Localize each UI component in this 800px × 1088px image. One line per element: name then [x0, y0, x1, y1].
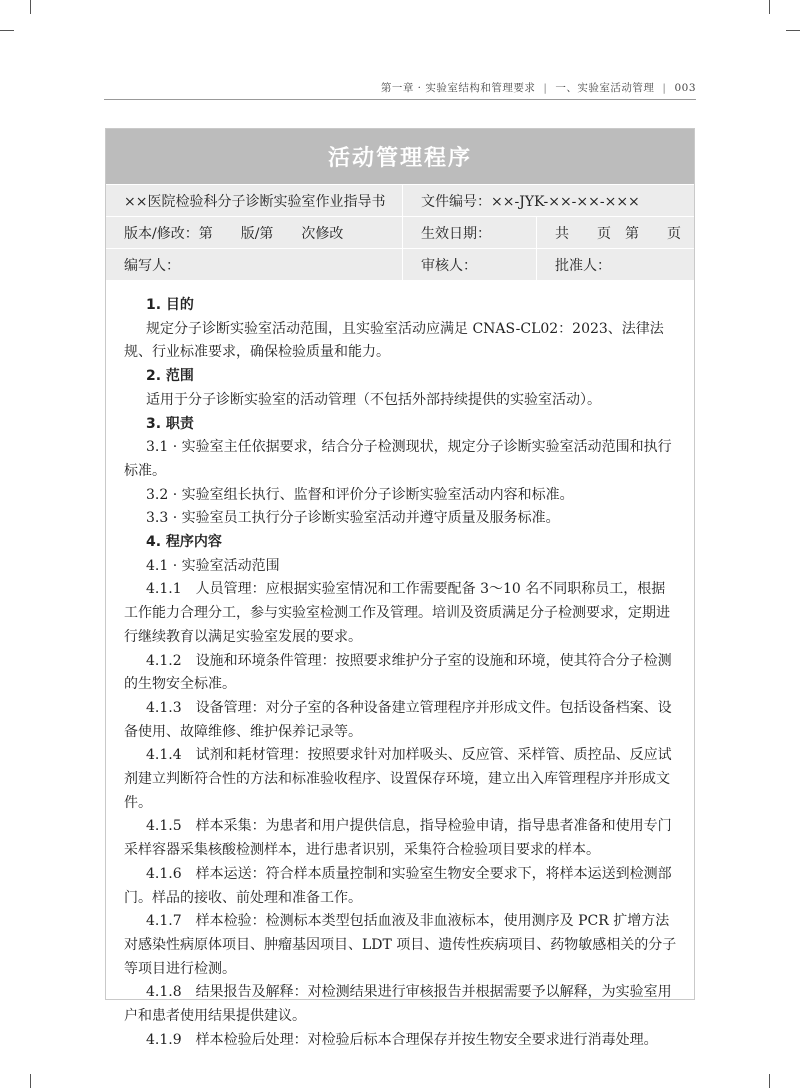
approver: 批准人：	[555, 257, 611, 274]
crop-mark	[30, 1074, 31, 1088]
meta-row-3	[106, 248, 694, 280]
procedure-document	[105, 128, 695, 1048]
list-item: 4.1.9 样本检验后处理：对检验后标本合理保存并按生物安全要求进行消毒处理。	[146, 1031, 658, 1048]
version-info: 版本/修改：第 版/第 次修改	[106, 217, 403, 248]
crop-mark	[769, 1074, 770, 1088]
section-heading: 3. 职责	[146, 415, 194, 432]
effective-date: 生效日期：	[403, 217, 537, 248]
crop-mark	[30, 0, 31, 14]
section-heading: 4. 程序内容	[146, 534, 222, 551]
document-body	[106, 280, 694, 1053]
meta-row-1	[106, 184, 694, 216]
header-separator: |	[543, 81, 548, 94]
meta-row-2	[106, 216, 694, 248]
list-item: 4.1.1 人员管理：应根据实验室情况和工作需要配备 3～10 名不同职称员工，根据工作能力合理分工，参与实验室检测工作及管理。培训及资质满足分子检测要求，定期进行继续教育以满足实验室发展的要求。	[124, 581, 670, 645]
list-item: 4.1.3 设备管理：对分子室的各种设备建立管理程序并形成文件。包括设备档案、设备使用、故障维修、维护保养记录等。	[124, 699, 672, 740]
reviewer: 审核人：	[403, 249, 537, 280]
page-number: 003	[674, 81, 696, 94]
list-item: 4.1.7 样本检验：检测标本类型包括血液及非血液标本，使用测序及 PCR 扩增方法对感染性病原体项目、肿瘤基因项目、LDT 项目、遗传性疾病项目、药物敏感相关的分子等项目进行检测。	[124, 913, 677, 977]
paragraph: 3.2 · 实验室组长执行、监督和评价分子诊断实验室活动内容和标准。	[146, 486, 574, 503]
paragraph: 规定分子诊断实验室活动范围，且实验室活动应满足 CNAS-CL02：2023、法律法规、行业标准要求，确保检验质量和能力。	[124, 320, 664, 361]
section-heading: 2. 范围	[146, 368, 194, 385]
document-title: 活动管理程序	[106, 129, 694, 184]
header-section: 一、实验室活动管理	[555, 82, 655, 94]
list-item: 4.1.2 设施和环境条件管理：按照要求维护分子室的设施和环境，使其符合分子检测的生物安全标准。	[124, 652, 672, 693]
running-header	[381, 80, 696, 95]
section-heading: 1. 目的	[146, 297, 194, 313]
header-chapter: 第一章 · 实验室结构和管理要求	[380, 82, 536, 94]
paragraph: 4.1 · 实验室活动范围	[146, 557, 280, 574]
list-item: 4.1.8 结果报告及解释：对检测结果进行审核报告并根据需要予以解释，为实验室用户和患者使用结果提供建议。	[124, 984, 672, 1025]
paragraph: 3.3 · 实验室员工执行分子诊断实验室活动并遵守质量及服务标准。	[146, 510, 560, 527]
list-item: 4.1.6 样本运送：符合样本质量控制和实验室生物安全要求下，将样本运送到检测部门。样品的接收、前处理和准备工作。	[124, 865, 672, 906]
document-number: 文件编号：××-JYK-××-××-×××	[421, 193, 640, 210]
author: 编写人：	[106, 249, 403, 280]
crop-mark	[0, 30, 14, 31]
guide-name: ××医院检验科分子诊断实验室作业指导书	[106, 185, 403, 216]
page-count: 共 页 第 页	[555, 225, 681, 242]
header-separator: |	[662, 81, 667, 94]
list-item: 4.1.5 样本采集：为患者和用户提供信息，指导检验申请，指导患者准备和使用专门采样容器采集核酸检测样本，进行患者识别，采集符合检验项目要求的样本。	[124, 818, 672, 859]
paragraph: 适用于分子诊断实验室的活动管理（不包括外部持续提供的实验室活动）。	[146, 391, 601, 408]
paragraph: 3.1 · 实验室主任依据要求，结合分子检测现状，规定分子诊断实验室活动范围和执行标准。	[124, 439, 672, 479]
header-rule	[104, 99, 696, 100]
list-item: 4.1.4 试剂和耗材管理：按照要求针对加样吸头、反应管、采样管、质控品、反应试剂建立判断符合性的方法和标准验收程序、设置保存环境，建立出入库管理程序并形成文件。	[124, 747, 672, 811]
crop-mark	[786, 30, 800, 31]
crop-mark	[769, 0, 770, 14]
